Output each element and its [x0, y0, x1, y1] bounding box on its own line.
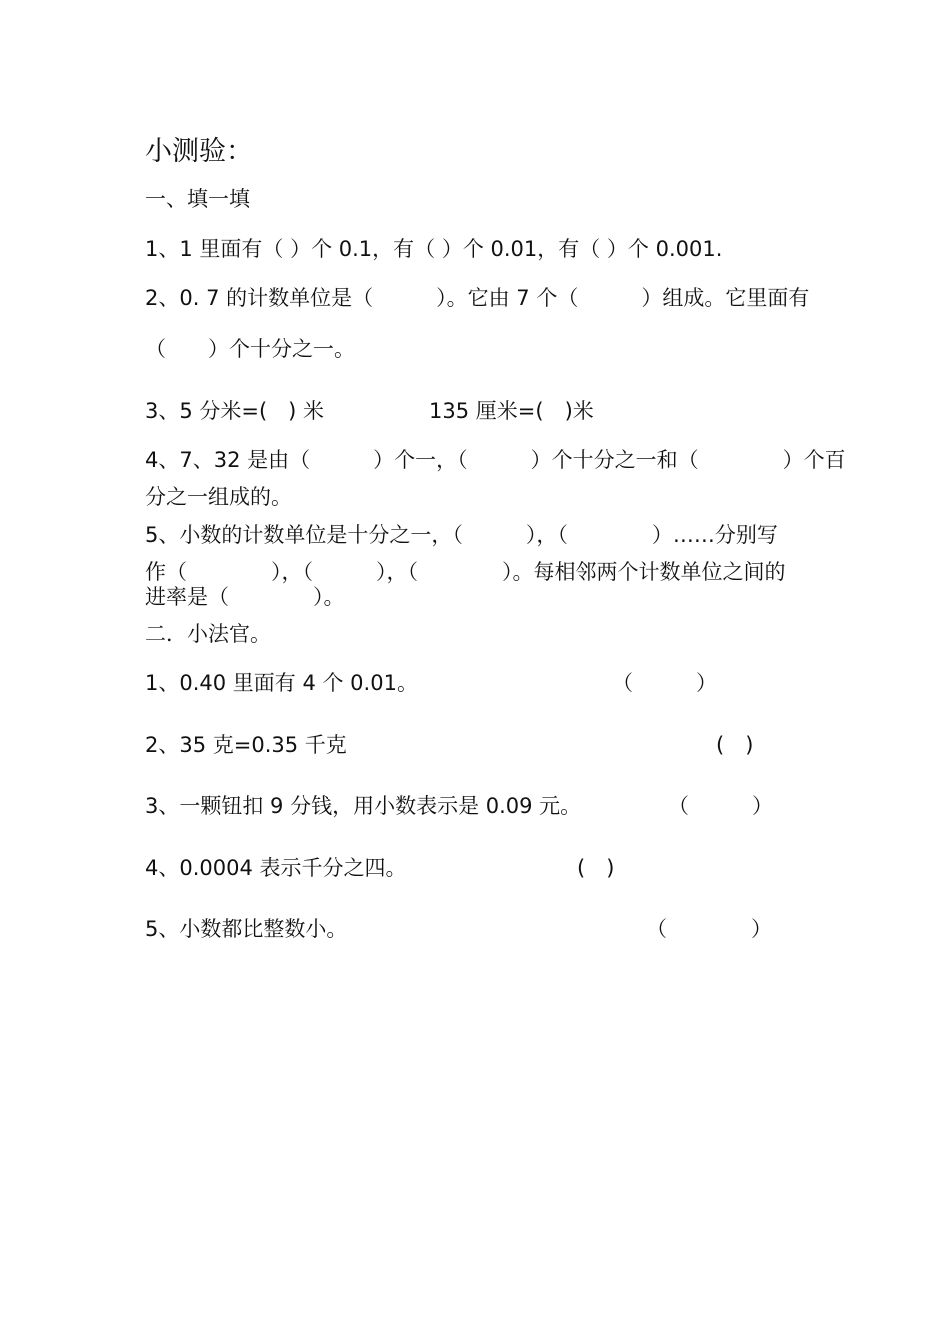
question-1-4-line-1: 4、7、32 是由（ ）个一，（ ）个十分之一和（ ）个百	[145, 448, 846, 472]
question-1-2-line-1: 2、0. 7 的计数单位是（ ）。它由 7 个（ ）组成。它里面有	[145, 286, 810, 310]
question-1-5-line-1: 5、小数的计数单位是十分之一，（ ），（ ）……分别写	[145, 523, 778, 547]
section-1-heading: 一、填一填	[145, 187, 250, 211]
judge-item-1-answer-blank: （ ）	[612, 671, 717, 695]
judge-item-1: 1、0.40 里面有 4 个 0.01。	[145, 671, 418, 695]
question-1-4-line-2: 分之一组成的。	[145, 485, 292, 509]
judge-item-2-answer-blank: ( )	[716, 733, 754, 757]
judge-item-4-answer-blank: ( )	[577, 856, 615, 880]
quiz-title: 小测验：	[145, 136, 253, 167]
question-1-2-line-2: （ ）个十分之一。	[145, 337, 355, 361]
judge-item-5-answer-blank: （ ）	[646, 917, 772, 941]
question-1-1: 1、1 里面有（ ）个 0.1，有（ ）个 0.01，有（ ）个 0.001.	[145, 237, 723, 261]
section-2-heading: 二．小法官。	[145, 622, 271, 646]
question-1-5-line-3: 进率是（ ）。	[145, 585, 345, 609]
judge-item-2: 2、35 克=0.35 千克	[145, 733, 347, 757]
judge-item-5: 5、小数都比整数小。	[145, 917, 348, 941]
judge-item-3: 3、一颗钮扣 9 分钱，用小数表示是 0.09 元。	[145, 794, 582, 818]
question-1-5-line-2: 作（ ），（ ），（ ）。每相邻两个计数单位之间的	[145, 560, 786, 584]
question-1-3: 3、5 分米=( ) 米 135 厘米=( )米	[145, 399, 594, 423]
judge-item-3-answer-blank: （ ）	[668, 794, 773, 818]
judge-item-4: 4、0.0004 表示千分之四。	[145, 856, 407, 880]
